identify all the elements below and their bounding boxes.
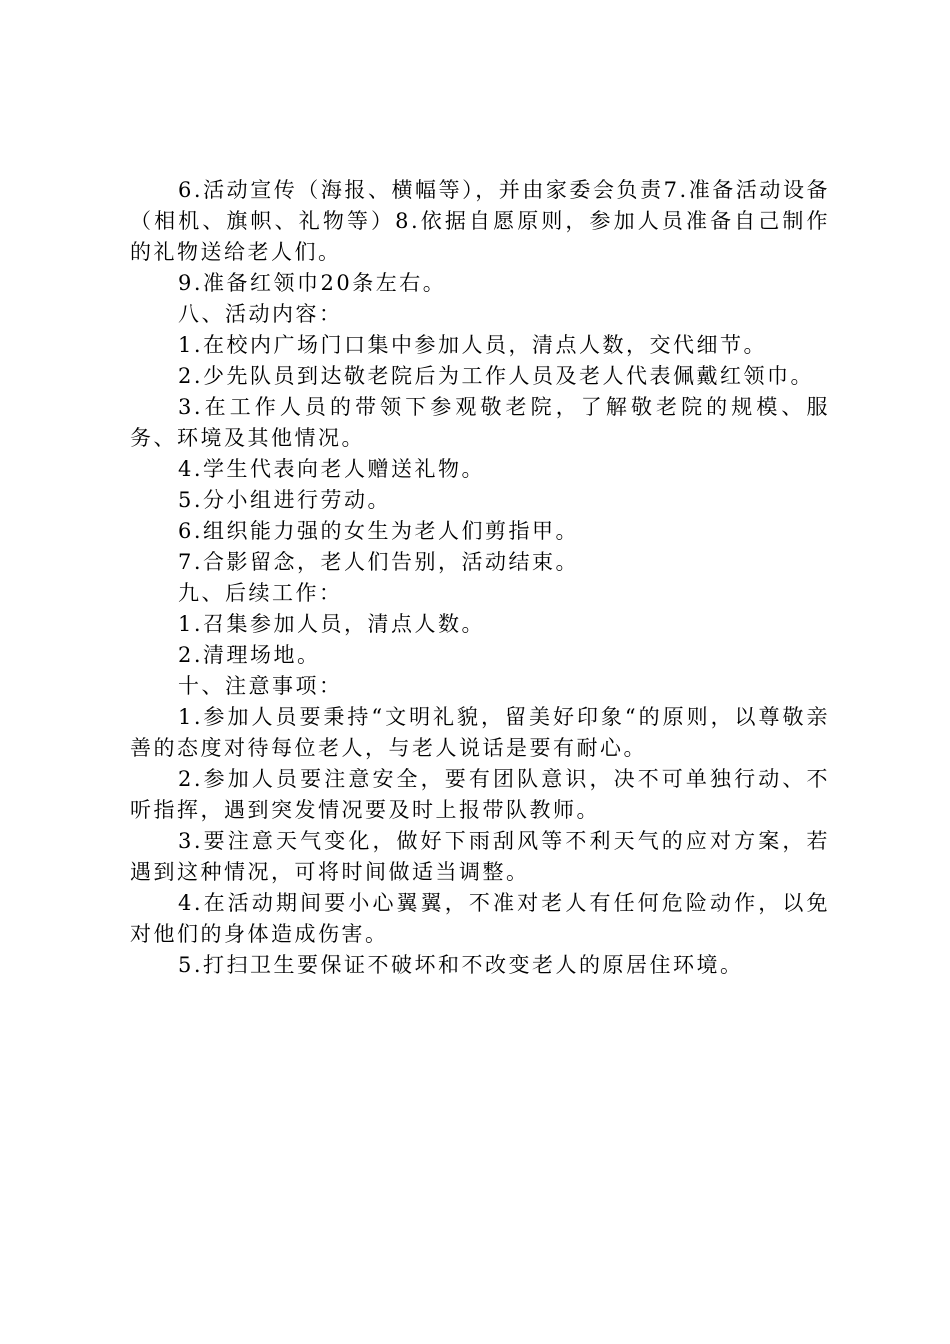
document-body [130,175,830,981]
paragraph-content-2: 2.少先队员到达敬老院后为工作人员及老人代表佩戴红领巾。 [178,364,815,388]
paragraph-content-5: 5.分小组进行劳动。 [178,488,392,512]
paragraph-content-1: 1.在校内广场门口集中参加人员，清点人数，交代细节。 [178,333,768,357]
paragraph-content-3: 3.在工作人员的带领下参观敬老院，了解敬老院的规模、服务、环境及其他情况。 [130,395,830,450]
paragraph-content-7: 7.合影留念，老人们告别，活动结束。 [178,550,580,574]
paragraph-follow-up-1: 1.召集参加人员，清点人数。 [178,612,486,636]
paragraph-follow-up-2: 2.清理场地。 [178,643,321,667]
paragraph-preparation-6-8: 6.活动宣传（海报、横幅等），并由家委会负责7.准备活动设备（相机、旗帜、礼物等）8.依据自愿原则，参加人员准备自己制作的礼物送给老人们。 [130,178,830,264]
paragraph-preparation-9: 9.准备红领巾20条左右。 [178,271,447,295]
section-heading-activity-content: 八、活动内容： [178,302,343,326]
paragraph-notes-4: 4.在活动期间要小心翼翼，不准对老人有任何危险动作，以免对他们的身体造成伤害。 [130,891,830,946]
paragraph-content-4: 4.学生代表向老人赠送礼物。 [178,457,486,481]
paragraph-notes-5: 5.打扫卫生要保证不破坏和不改变老人的原居住环境。 [178,953,744,977]
paragraph-notes-3: 3.要注意天气变化，做好下雨刮风等不利天气的应对方案，若遇到这种情况，可将时间做适当调整。 [130,829,830,884]
paragraph-notes-2: 2.参加人员要注意安全，要有团队意识，决不可单独行动、不听指挥，遇到突发情况要及时上报带队教师。 [130,767,830,822]
paragraph-notes-1: 1.参加人员要秉持“文明礼貌，留美好印象“的原则，以尊敬亲善的态度对待每位老人，与老人说话是要有耐心。 [130,705,830,760]
paragraph-content-6: 6.组织能力强的女生为老人们剪指甲。 [178,519,580,543]
section-heading-follow-up: 九、后续工作： [178,581,343,605]
section-heading-notes: 十、注意事项： [178,674,343,698]
